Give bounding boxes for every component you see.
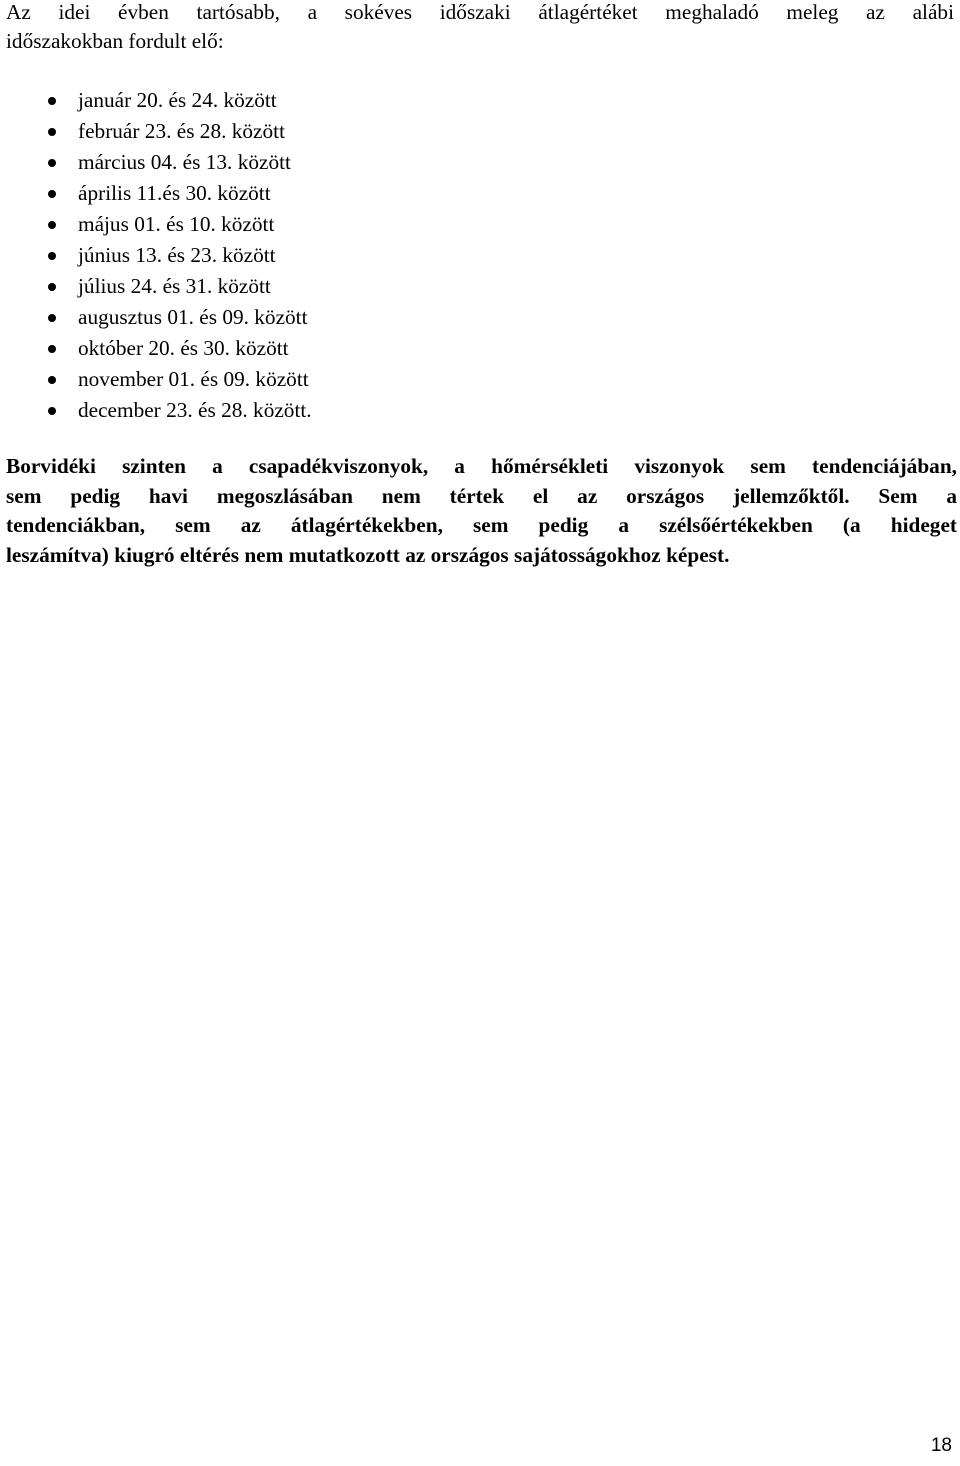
list-item: [0, 272, 312, 303]
period-text: január 20. és 24. között: [78, 88, 277, 112]
bullet-icon: [48, 128, 56, 136]
period-text: június 13. és 23. között: [78, 243, 276, 267]
list-item: [0, 86, 312, 117]
summary-line: tendenciákban, sem az átlagértékekben, sem pedig a szélsőértékekben (a hideget: [6, 513, 957, 537]
list-item: [0, 241, 312, 272]
period-text: augusztus 01. és 09. között: [78, 305, 308, 329]
period-text: április 11.és 30. között: [78, 181, 271, 205]
bullet-icon: [48, 345, 56, 353]
summary-paragraph: [6, 452, 957, 570]
summary-line: Borvidéki szinten a csapadékviszonyok, a hőmérsékleti viszonyok sem tendenciájában,: [6, 454, 957, 478]
list-item: [0, 210, 312, 241]
bullet-icon: [48, 376, 56, 384]
period-text: november 01. és 09. között: [78, 367, 309, 391]
bullet-icon: [48, 221, 56, 229]
bullet-icon: [48, 407, 56, 415]
period-text: december 23. és 28. között.: [78, 398, 312, 422]
list-item: [0, 396, 312, 427]
summary-line: leszámítva) kiugró eltérés nem mutatkozott az országos sajátosságokhoz képest.: [6, 542, 730, 567]
bullet-icon: [48, 97, 56, 105]
bullet-icon: [48, 190, 56, 198]
list-item: [0, 365, 312, 396]
summary-line: sem pedig havi megoszlásában nem tértek el az országos jellemzőktől. Sem a: [6, 483, 957, 508]
list-item: [0, 117, 312, 148]
period-list: [0, 86, 312, 427]
period-text: február 23. és 28. között: [78, 119, 285, 143]
bullet-icon: [48, 314, 56, 322]
period-text: március 04. és 13. között: [78, 150, 291, 174]
period-text: október 20. és 30. között: [78, 336, 289, 360]
intro-line: Az idei évben tartósabb, a sokéves időszaki átlagértéket meghaladó meleg az alábi: [6, 0, 954, 24]
bullet-icon: [48, 159, 56, 167]
list-item: [0, 334, 312, 365]
list-item: [0, 303, 312, 334]
period-text: május 01. és 10. között: [78, 212, 275, 236]
list-item: [0, 148, 312, 179]
bullet-icon: [48, 283, 56, 291]
period-text: július 24. és 31. között: [78, 274, 271, 298]
list-item: [0, 179, 312, 210]
intro-line: időszakokban fordult elő:: [6, 29, 224, 53]
bullet-icon: [48, 252, 56, 260]
page-number: 18: [930, 1435, 952, 1456]
intro-paragraph: [6, 0, 954, 56]
